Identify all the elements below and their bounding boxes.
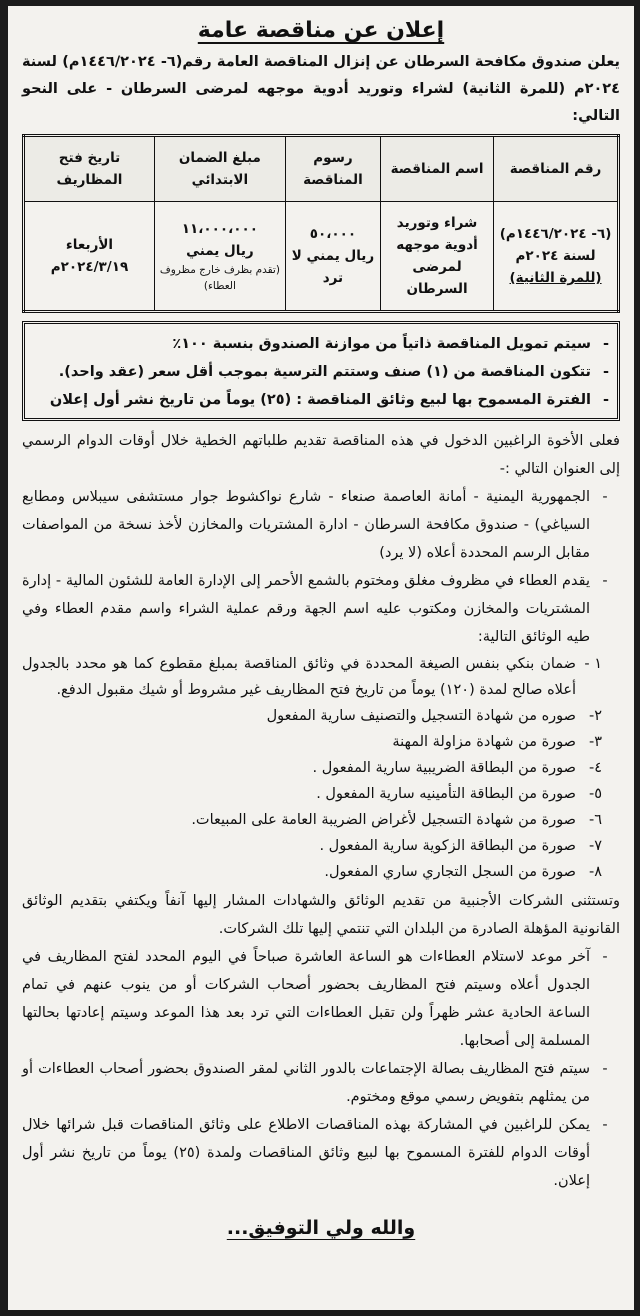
- note-funding: سيتم تمويل المناقصة ذاتياً من موازنة الصندوق بنسبة ١٠٠٪: [172, 336, 591, 352]
- opening-venue-text: سيتم فتح المظاريف بصالة الإجتماعات بالدور الثاني لمقر الصندوق بحضور أصحاب العطاءات أو من يمثلهم بتفويض رسمي موقع ومختوم.: [22, 1061, 590, 1105]
- documents-list: [22, 651, 620, 885]
- list-item: ٣- صورة من شهادة مزاولة المهنة: [392, 734, 602, 750]
- list-item: - سيتم فتح المظاريف بصالة الإجتماعات بالدور الثاني لمقر الصندوق بحضور أصحاب العطاءات أو من يمثلهم بتفويض رسمي موقع ومختوم.: [22, 1055, 620, 1111]
- list-item: ٦- صورة من شهادة التسجيل لأغراض الضريبة العامة على المبيعات.: [191, 812, 602, 828]
- guarantee-note: (تقدم بظرف خارج مظروف العطاء): [159, 264, 280, 292]
- tender-number: (٦- ١٤٤٦/٢٠٢٤م): [499, 226, 612, 242]
- opening-day: الأربعاء: [65, 237, 114, 253]
- header-tender-fee: رسوم المناقصة: [285, 136, 380, 202]
- list-item: - يمكن للراغبين في المشاركة بهذه المناقصات الاطلاع على وثائق المناقصات قبل شرائها خلال أوقات الدوام للفترة المسموح بها لبيع وثائق المناقصات ولمدة (٢٥) يوماً من تاريخ نشر أول إعلان.: [22, 1111, 620, 1195]
- fee-note: ريال يمني لا ترد: [291, 248, 375, 286]
- header-guarantee-amount: مبلغ الضمان الابتدائي: [154, 136, 285, 202]
- document-page: [8, 6, 634, 1310]
- deadline-text: آخر موعد لاستلام العطاءات هو الساعة العاشرة صباحاً في اليوم المحدد لفتح المظاريف في الجدول أعلاه وسيتم فتح المظاريف بحضور أصحاب الشركات أو من ينوب عنهم في تمام الساعة الحادية عشر ظهراً ولن تقبل العطاءات التي ترد بعد هذا الموعد وسيتم إعادتها بحالتها المسلمة إلى أصحابها.: [22, 949, 590, 1049]
- list-item: ١ - ضمان بنكي بنفس الصيغة المحددة في وثائق المناقصة بمبلغ مقطوع كما هو محدد بالجدول أعلاه صالح لمدة (١٢٠) يوماً من تاريخ فتح المظاريف غير مشروط أو شيك مقبول الدفع.: [22, 656, 602, 698]
- cell-tender-name: شراء وتوريد أدوية موجهه لمرضى السرطان: [381, 202, 494, 312]
- tender-table: [22, 134, 620, 313]
- closing-line: والله ولي التوفيق...: [226, 1217, 416, 1239]
- foreign-companies-paragraph: وتستثنى الشركات الأجنبية من تقديم الوثائق والشهادات المشار إليها آنفاً ويكتفي بتقديم الوثائق القانونية المؤهلة الصادرة من البلدان التي تنتمي إليها تلك الشركات.: [22, 893, 620, 937]
- guarantee-amount: ١١،٠٠٠،٠٠٠: [181, 221, 258, 237]
- note-sale-period: الفترة المسموح بها لبيع وثائق المناقصة : (٢٥) يوماً من تاريخ نشر أول إعلان: [49, 392, 591, 408]
- list-item: ٥- صورة من البطاقة التأمينيه سارية المفعول .: [316, 786, 602, 802]
- address-item: - الجمهورية اليمنية - أمانة العاصمة صنعاء - شارع نواكشوط جوار مستشفى سيبلاس ومطابع السياغي) - صندوق مكافحة السرطان - ادارة المشتريات والمخازن لأخذ نسخة من المواصفات مقابل الرسم المحددة أعلاه (لا يرد): [22, 483, 620, 567]
- header-opening-date: تاريخ فتح المظاريف: [24, 136, 155, 202]
- address-text: الجمهورية اليمنية - أمانة العاصمة صنعاء - شارع نواكشوط جوار مستشفى سيبلاس ومطابع السياغي) - صندوق مكافحة السرطان - ادارة المشتريات والمخازن لأخذ نسخة من المواصفات مقابل الرسم المحددة أعلاه (لا يرد): [22, 489, 590, 561]
- note-items: تتكون المناقصة من (١) صنف وستتم الترسية بموجب أقل سعر (عقد واحد).: [58, 364, 591, 380]
- list-item: - تتكون المناقصة من (١) صنف وستتم الترسية بموجب أقل سعر (عقد واحد).: [33, 358, 609, 386]
- cell-guarantee: [154, 202, 285, 312]
- table-row: [24, 202, 619, 312]
- tender-round: (للمرة الثانية): [509, 270, 602, 286]
- list-item: ٤- صورة من البطاقة الضريبية سارية المفعول .: [312, 760, 602, 776]
- intro-paragraph: يعلن صندوق مكافحة السرطان عن إنزال المناقصة العامة رقم(٦- ١٤٤٦/٢٠٢٤م) لسنة ٢٠٢٤م (للمرة الثانية) لشراء وتوريد أدوية موجهه لمرضى السرطان - على النحو التالي:: [22, 54, 620, 124]
- table-header-row: [24, 136, 619, 202]
- list-item: ٧- صورة من البطاقة الزكوية سارية المفعول .: [319, 838, 602, 854]
- list-item: - سيتم تمويل المناقصة ذاتياً من موازنة الصندوق بنسبة ١٠٠٪: [33, 330, 609, 358]
- page-title: إعلان عن مناقصة عامة: [197, 18, 445, 43]
- review-documents-text: يمكن للراغبين في المشاركة بهذه المناقصات الاطلاع على وثائق المناقصات قبل شرائها خلال أوقات الدوام للفترة المسموح بها لبيع وثائق المناقصات ولمدة (٢٥) يوماً من تاريخ نشر أول إعلان.: [22, 1117, 591, 1189]
- guarantee-currency: ريال يمني: [186, 243, 254, 259]
- opening-date: ٢٠٢٤/٣/١٩م: [50, 259, 129, 275]
- list-item: - الفترة المسموح بها لبيع وثائق المناقصة : (٢٥) يوماً من تاريخ نشر أول إعلان: [33, 386, 609, 414]
- cell-opening-date: [24, 202, 155, 312]
- fee-amount: ٥٠،٠٠٠: [309, 226, 357, 242]
- header-tender-number: رقم المناقصة: [494, 136, 619, 202]
- tender-year: لسنة ٢٠٢٤م: [515, 248, 596, 264]
- cell-tender-fee: [285, 202, 380, 312]
- list-item: - آخر موعد لاستلام العطاءات هو الساعة العاشرة صباحاً في اليوم المحدد لفتح المظاريف في الجدول أعلاه وسيتم فتح المظاريف بحضور أصحاب الشركات أو من ينوب عنهم في تمام الساعة الحادية عشر ظهراً ولن تقبل العطاءات التي ترد بعد هذا الموعد وسيتم إعادتها بحالتها المسلمة إلى أصحابها.: [22, 943, 620, 1055]
- submission-item: - يقدم العطاء في مظروف مغلق ومختوم بالشمع الأحمر إلى الإدارة العامة للشئون المالية - إدارة المشتريات والمخازن ومكتوب عليه اسم الجهة ورقم عملية الشراء واسم مقدم العطاء وفي طيه الوثائق التالية:: [22, 567, 620, 651]
- cell-tender-number: [494, 202, 619, 312]
- submission-text: يقدم العطاء في مظروف مغلق ومختوم بالشمع الأحمر إلى الإدارة العامة للشئون المالية - إدارة المشتريات والمخازن ومكتوب عليه اسم الجهة ورقم عملية الشراء واسم مقدم العطاء وفي طيه الوثائق التالية:: [22, 573, 590, 645]
- list-item: ٢- صوره من شهادة التسجيل والتصنيف سارية المفعول: [266, 708, 602, 724]
- notes-box: [22, 321, 620, 421]
- applicants-paragraph: فعلى الأخوة الراغبين الدخول في هذه المناقصة تقديم طلباتهم الخطية خلال أوقات الدوام الرسمي إلى العنوان التالي :-: [22, 433, 620, 477]
- list-item: ٨- صورة من السجل التجاري ساري المفعول.: [324, 864, 602, 880]
- header-tender-name: اسم المناقصة: [381, 136, 494, 202]
